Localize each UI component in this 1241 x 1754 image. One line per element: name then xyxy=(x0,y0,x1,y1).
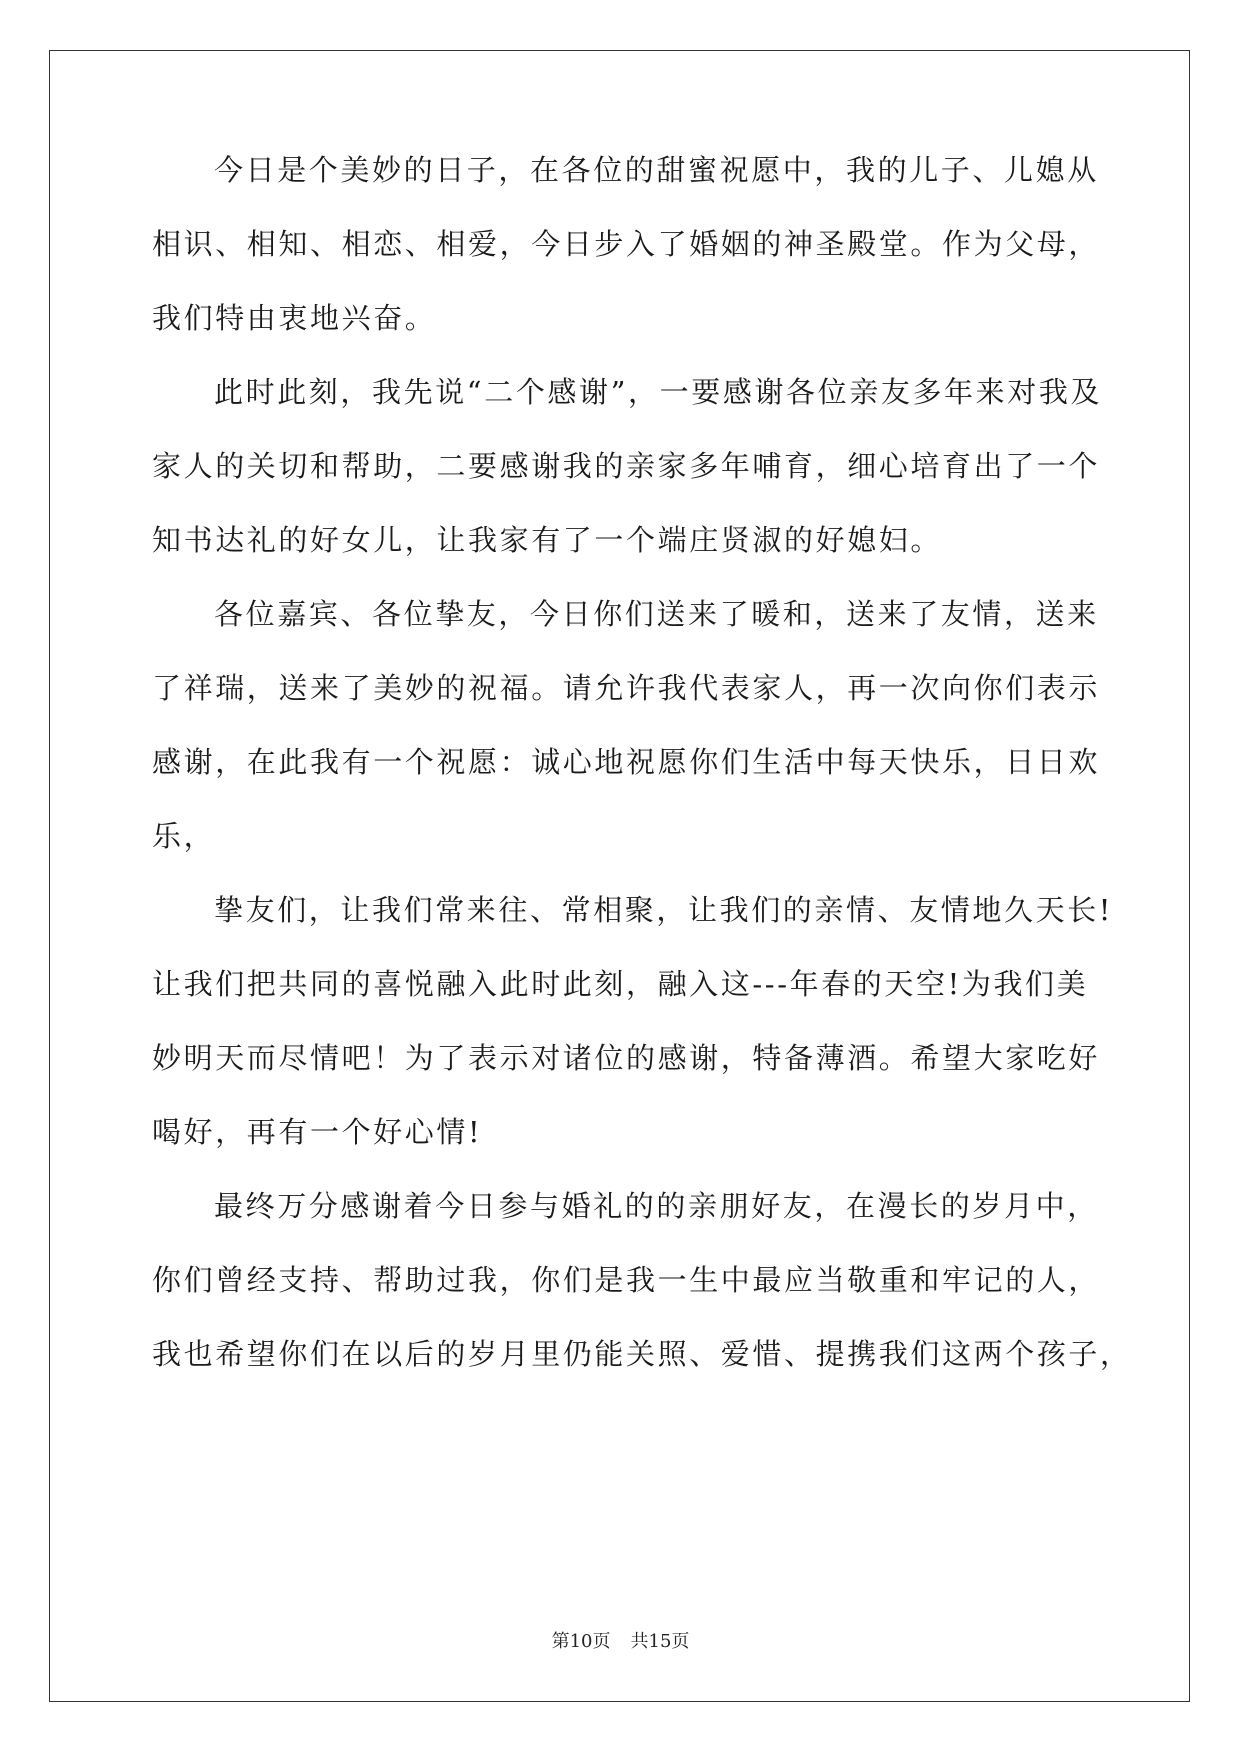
paragraph-2-line-3: 知书达礼的好女儿，让我家有了一个端庄贤淑的好媳妇。 xyxy=(152,523,943,557)
paragraph-2-line-1: 此时此刻，我先说“二个感谢”，一要感谢各位亲友多年来对我及 xyxy=(214,375,1103,409)
paragraph-5-line-3: 我也希望你们在以后的岁月里仍能关照、爱惜、提携我们这两个孩子， xyxy=(152,1337,1132,1371)
paragraph-1-line-3: 我们特由衷地兴奋。 xyxy=(152,301,437,335)
paragraph-3-line-2: 了祥瑞，送来了美妙的祝福。请允许我代表家人，再一次向你们表示 xyxy=(152,671,1101,705)
paragraph-5-line-2: 你们曾经支持、帮助过我，你们是我一生中最应当敬重和牢记的人， xyxy=(152,1263,1101,1297)
paragraph-4-line-2: 让我们把共同的喜悦融入此时此刻，融入这---年春的天空!为我们美 xyxy=(152,967,1089,1001)
page-total: 共15页 xyxy=(630,1631,690,1652)
paragraph-4-line-3: 妙明天而尽情吧！为了表示对诸位的感谢，特备薄酒。希望大家吃好 xyxy=(152,1041,1101,1075)
paragraph-3-line-3: 感谢，在此我有一个祝愿：诚心地祝愿你们生活中每天快乐，日日欢 xyxy=(152,745,1101,779)
paragraph-3-line-1: 各位嘉宾、各位挚友，今日你们送来了暖和，送来了友情，送来 xyxy=(214,597,1099,631)
paragraph-5-line-1: 最终万分感谢着今日参与婚礼的的亲朋好友，在漫长的岁月中， xyxy=(214,1189,1099,1223)
page-number: 第10页 xyxy=(551,1631,611,1652)
paragraph-4-line-1: 挚友们，让我们常来往、常相聚，让我们的亲情、友情地久天长! xyxy=(214,893,1114,927)
paragraph-3-line-4: 乐， xyxy=(152,819,216,853)
paragraph-4-line-4: 喝好，再有一个好心情! xyxy=(152,1115,483,1149)
page-footer xyxy=(0,1630,1241,1654)
paragraph-1-line-2: 相识、相知、相恋、相爱，今日步入了婚姻的神圣殿堂。作为父母， xyxy=(152,227,1101,261)
paragraph-2-line-2: 家人的关切和帮助，二要感谢我的亲家多年哺育，细心培育出了一个 xyxy=(152,449,1101,483)
paragraph-1-line-1: 今日是个美妙的日子，在各位的甜蜜祝愿中，我的儿子、儿媳从 xyxy=(214,153,1099,187)
